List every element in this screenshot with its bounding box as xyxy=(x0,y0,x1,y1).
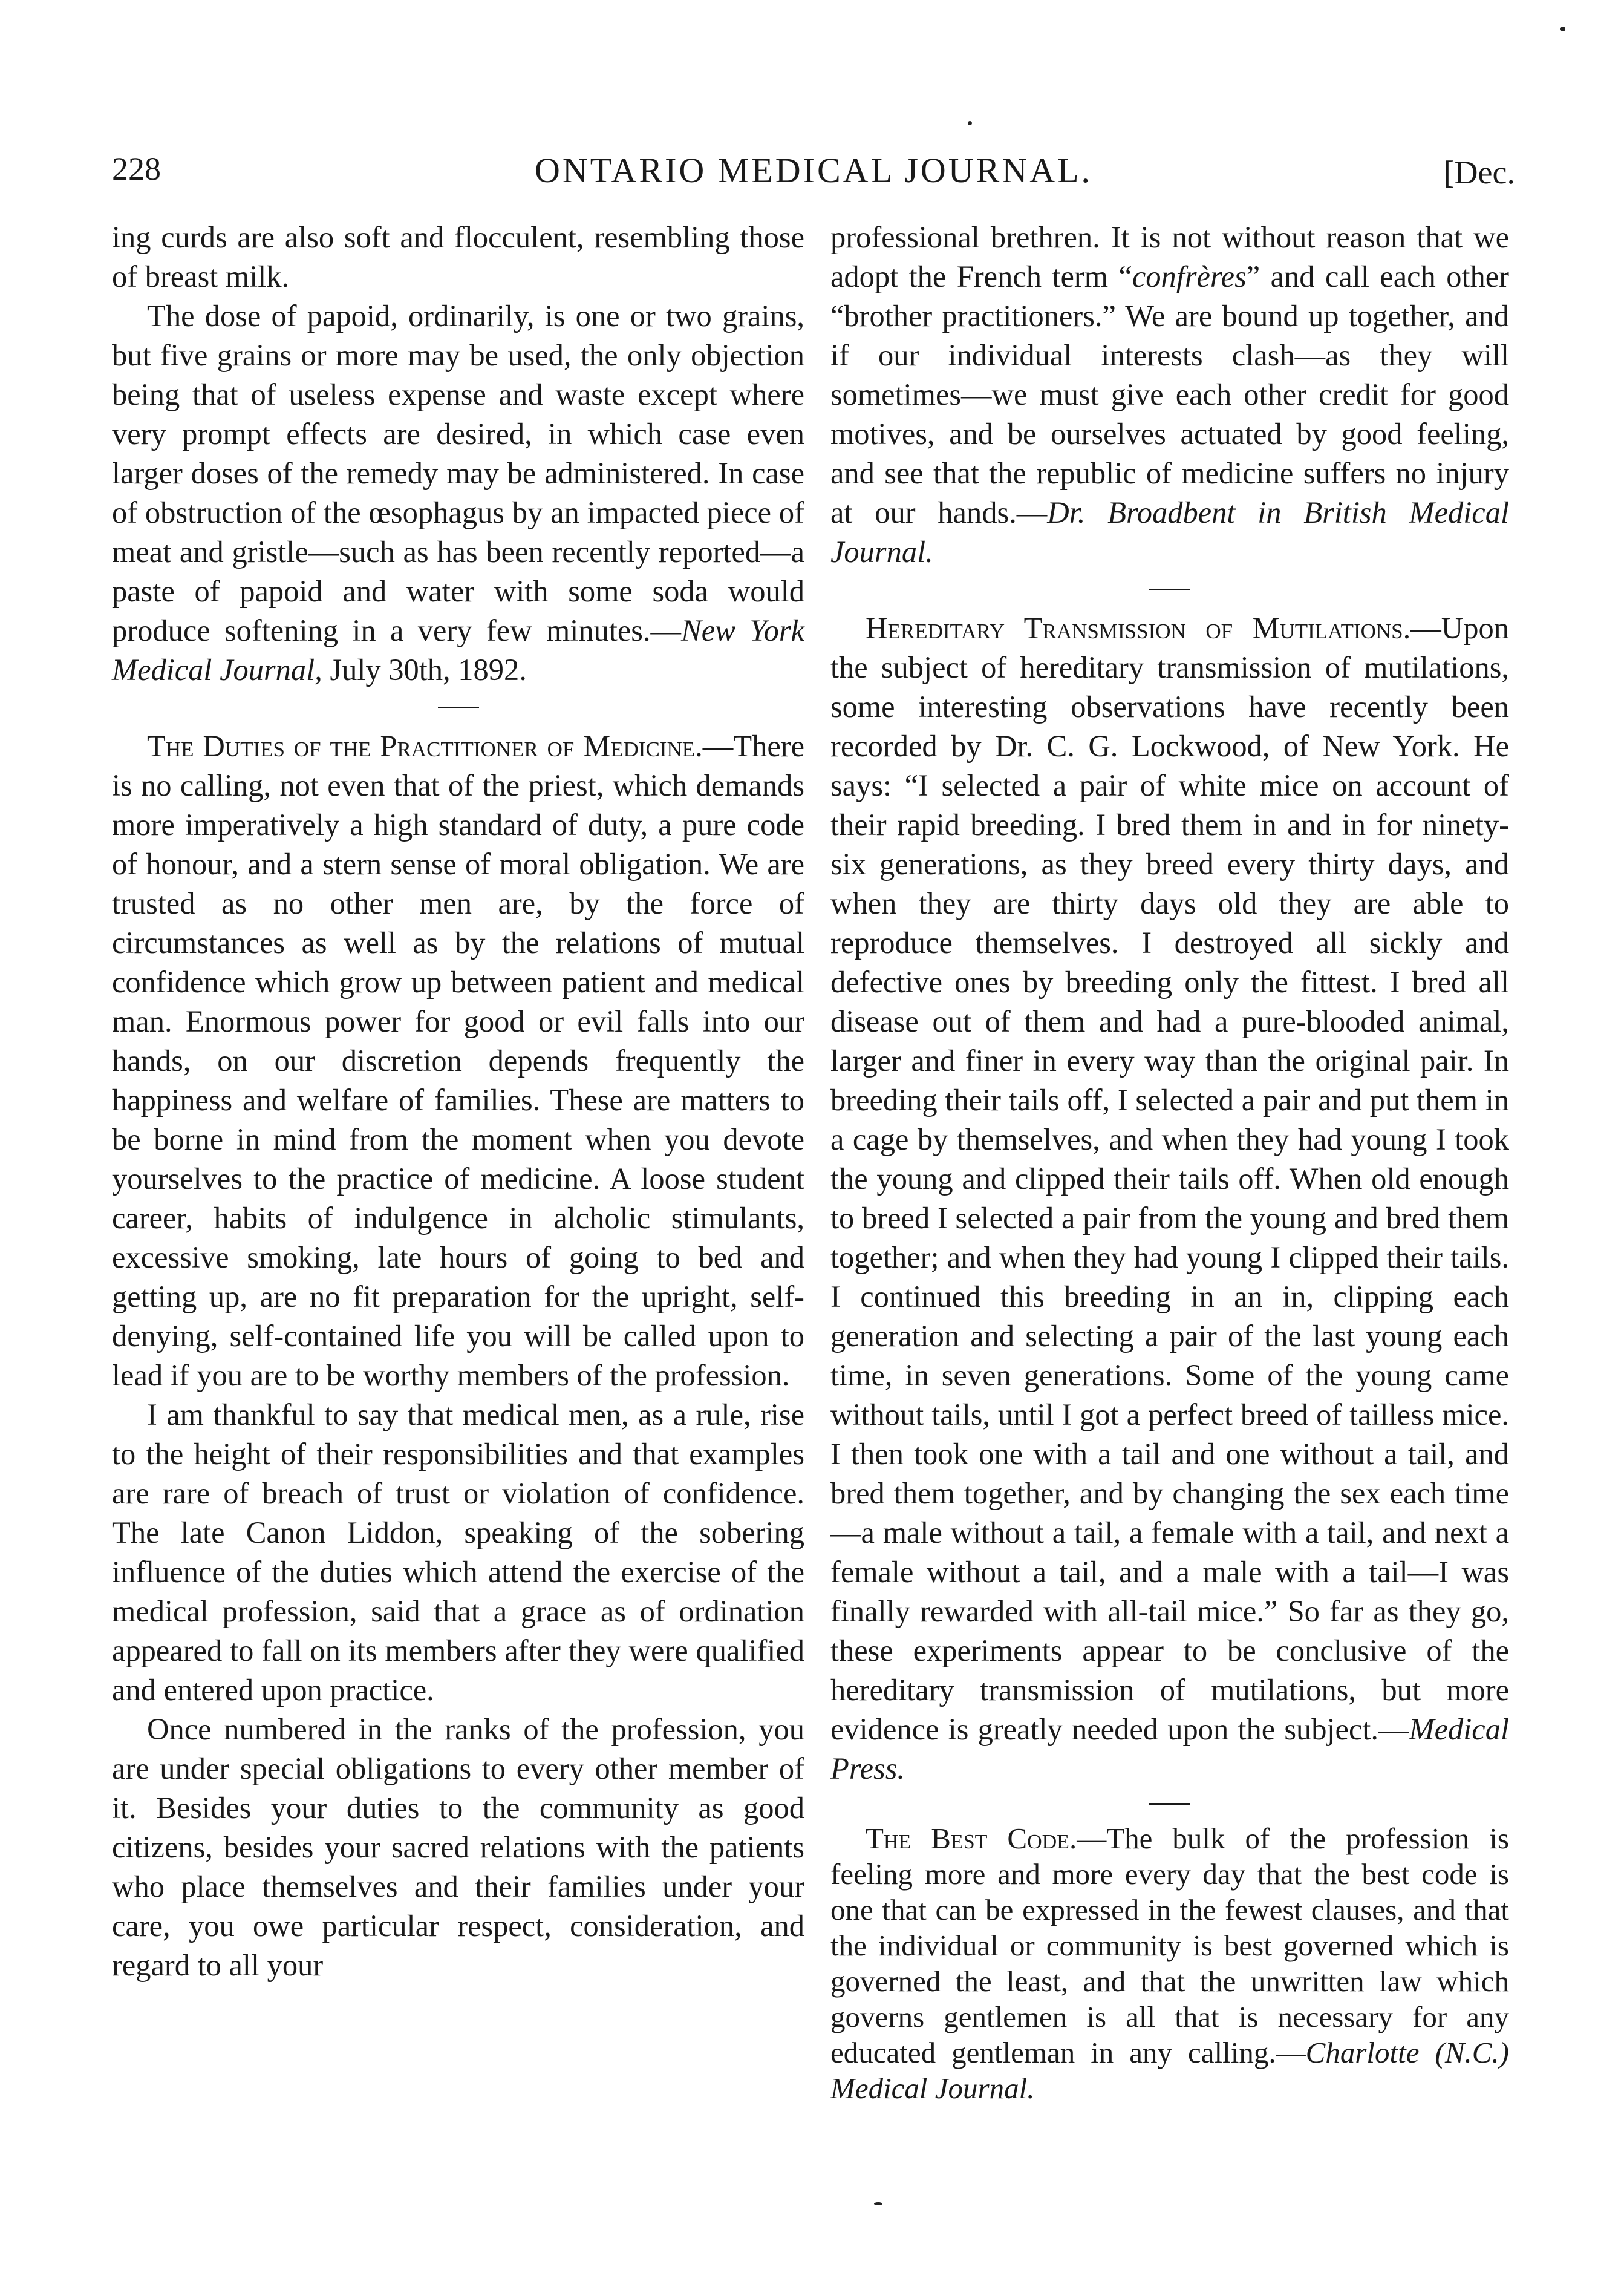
papoid-date: July 30th, 1892. xyxy=(322,653,527,687)
papoid-dose-paragraph xyxy=(112,296,804,690)
hereditary-heading: Hereditary Transmission of Mutilations. xyxy=(866,611,1411,645)
right-column xyxy=(830,218,1509,2106)
duties-source: Dr. Broadbent in British Medical Journal. xyxy=(830,496,1509,569)
page-number: 228 xyxy=(112,151,161,187)
papoid-dose-text: The dose of papoid, ordinarily, is one or two grains, but five grains or more may be used, the only objection being that of useless expense and waste except where very prompt effects are desired, in which case even larger doses of the remedy may be administered. In case of obstruction of the œsophagus by an impacted piece of meat and gristle—such as has been recently reported—a paste of papoid and water with some soda would produce softening in a very few minutes.— xyxy=(112,299,804,647)
duties-paragraph-1 xyxy=(112,727,804,1395)
duties-heading: The Duties of the Practitioner of Medicine. xyxy=(147,729,703,763)
running-header xyxy=(112,150,1515,198)
duties-paragraph-3: Once numbered in the ranks of the profession, you are under special obligations to every other member of it. Besides your duties to the community as good citizens, besides your sacred relations with the patients who place themselves and their families under your care, you owe particular respect, consideration, and regard to all your xyxy=(112,1712,804,1982)
section-divider xyxy=(438,707,479,708)
left-column xyxy=(112,218,804,1985)
section-divider xyxy=(1149,589,1190,590)
best-code-text: —The bulk of the profession is feeling more and more every day that the best code is one that can be expressed in the fewest clauses, and that the individual or community is best governed which is governed the least, and that the unwritten law which governs gentlemen is all that is necessary for any educated gentleman in any calling.— xyxy=(830,1822,1509,2069)
hereditary-paragraph xyxy=(830,609,1509,1788)
best-code-paragraph xyxy=(830,1821,1509,2106)
duties-text-1: —There is no calling, not even that of the priest, which demands more imperatively a high standard of duty, a pure code of honour, and a stern sense of moral obligation. We are trusted as no other men are, by the force of circumstances as well as by the relations of mutual confidence which grow up between patient and medical man. Enormous power for good or evil falls into our hands, on our discretion depends frequently the happiness and welfare of families. These are matters to be borne in mind from the moment when you devote yourselves to the practice of medicine. A loose student career, habits of indulgence in alcholic stimulants, excessive smoking, late hours of going to bed and getting up, are no fit preparation for the upright, self-denying, self-contained life you will be called upon to lead if you are to be worthy members of the profession. xyxy=(112,729,804,1392)
best-code-heading: The Best Code. xyxy=(866,1822,1077,1855)
hereditary-source: Medical Press. xyxy=(830,1712,1509,1785)
duties-cont-a: professional brethren. It is not without reason that we adopt the French term “ xyxy=(830,220,1509,293)
papoid-source: New York Medical Journal, xyxy=(112,613,804,687)
duties-paragraph-2: I am thankful to say that medical men, as a rule, rise to the height of their responsibilities and that examples are rare of breach of trust or violation of confidence. The late Canon Liddon, speaking of the sobering influence of the duties which attend the exercise of the medical profession, said that a grace as of ordination appeared to fall on its members after they were qualified and entered upon practice. xyxy=(112,1398,804,1707)
papoid-continuation: ing curds are also soft and flocculent, resembling those of breast milk. xyxy=(112,220,804,293)
duties-french-term: confrères xyxy=(1132,260,1247,293)
section-divider xyxy=(1149,1803,1190,1805)
print-speck xyxy=(968,121,972,125)
issue-month: [Dec. xyxy=(1443,154,1515,191)
journal-title: ONTARIO MEDICAL JOURNAL. xyxy=(534,151,1093,190)
duties-cont-b: ” and call each other “brother practitioners.” We are bound up together, and if our individual interests clash—as they will sometimes—we must give each other credit for good motives, and be ourselves actuated by good feeling, and see that the republic of medicine suffers no injury at our hands.— xyxy=(830,260,1509,529)
duties-continuation xyxy=(830,218,1509,572)
best-code-source: Charlotte (N.C.) Medical Journal. xyxy=(830,2036,1509,2105)
print-speck xyxy=(874,2202,882,2205)
hereditary-text: —Upon the subject of hereditary transmission of mutilations, some interesting observations have recently been recorded by Dr. C. G. Lockwood, of New York. He says: “I selected a pair of white mice on account of their rapid breeding. I bred them in and in for ninety-six generations, as they breed every thirty days, and when they are thirty days old they are able to reproduce themselves. I destroyed all sickly and defective ones by breeding only the fittest. I bred all disease out of them and had a pure-blooded animal, larger and finer in every way than the original pair. In breeding their tails off, I selected a pair and put them in a cage by themselves, and when they had young I took the young and clipped their tails off. When old enough to breed I selected a pair from the young and bred them together; and when they had young I clipped their tails. I continued this breeding in an in, clipping each generation and selecting a pair of the last young each time, in seven generations. Some of the young came without tails, until I got a perfect breed of tailless mice. I then took one with a tail and one without a tail, and bred them together, and by changing the sex each time—a male without a tail, a female with a tail, and next a female without a tail, and a male with a tail—I was finally rewarded with all-tail mice.” So far as they go, these experiments appear to be conclusive of the hereditary transmission of mutilations, but more evidence is greatly needed upon the subject.— xyxy=(830,611,1509,1746)
print-speck xyxy=(1560,27,1565,31)
